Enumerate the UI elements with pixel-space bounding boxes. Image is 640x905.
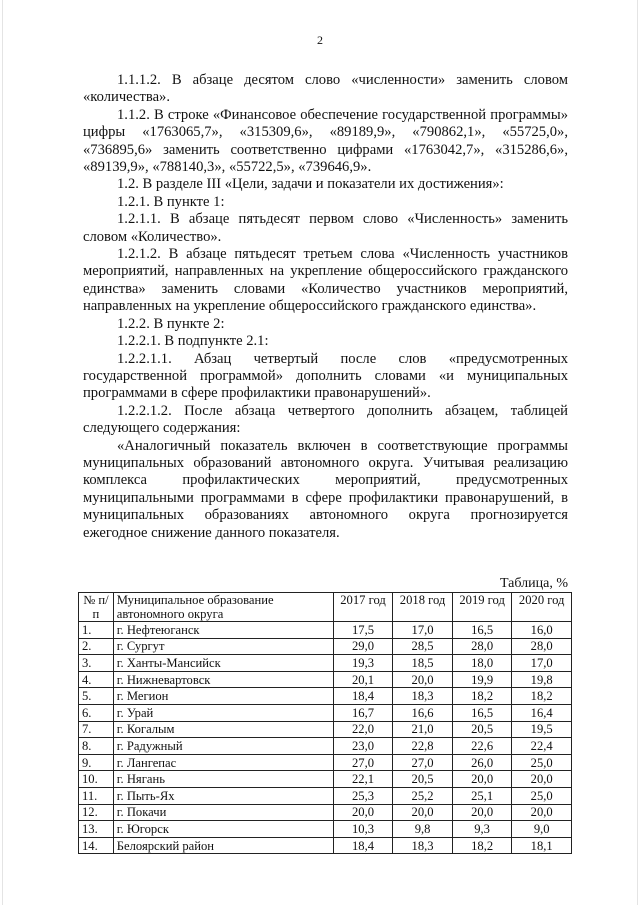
paragraph-1-2-2-1: 1.2.2.1. В подпункте 2.1: xyxy=(117,333,269,350)
value-2020: 19,8 xyxy=(512,671,572,688)
value-2017: 18,4 xyxy=(333,837,393,854)
row-number: 13. xyxy=(79,821,114,838)
value-2017: 10,3 xyxy=(333,821,393,838)
value-2018: 18,3 xyxy=(393,688,453,705)
value-2019: 25,1 xyxy=(452,787,512,804)
value-2020: 20,0 xyxy=(512,804,572,821)
table-header-row xyxy=(79,593,572,622)
header-num: № п/п xyxy=(79,593,114,622)
value-2020: 16,4 xyxy=(512,704,572,721)
value-2018: 27,0 xyxy=(393,754,453,771)
municipality-name: г. Когалым xyxy=(113,721,333,738)
value-2017: 20,0 xyxy=(333,804,393,821)
row-number: 14. xyxy=(79,837,114,854)
value-2020: 25,0 xyxy=(512,787,572,804)
value-2018: 18,3 xyxy=(393,837,453,854)
value-2017: 23,0 xyxy=(333,738,393,755)
value-2017: 25,3 xyxy=(333,787,393,804)
row-number: 2. xyxy=(79,638,114,655)
municipality-name: г. Нефтеюганск xyxy=(113,622,333,639)
value-2020: 20,0 xyxy=(512,771,572,788)
row-number: 4. xyxy=(79,671,114,688)
header-2017: 2017 год xyxy=(333,593,393,622)
value-2017: 27,0 xyxy=(333,754,393,771)
table-row xyxy=(79,754,572,771)
municipality-name: г. Сургут xyxy=(113,638,333,655)
table-row xyxy=(79,688,572,705)
value-2018: 20,0 xyxy=(393,804,453,821)
municipality-name: г. Нягань xyxy=(113,771,333,788)
municipality-name: г. Нижневартовск xyxy=(113,671,333,688)
table-row xyxy=(79,821,572,838)
value-2019: 18,2 xyxy=(452,688,512,705)
header-2020: 2020 год xyxy=(512,593,572,622)
header-municipality: Муниципальное образование автономного округа xyxy=(113,593,333,622)
value-2020: 17,0 xyxy=(512,655,572,672)
row-number: 1. xyxy=(79,622,114,639)
paragraph-1-1-1-2: 1.1.1.2. В абзаце десятом слово «численности» заменить словом «количества». xyxy=(83,72,568,106)
row-number: 7. xyxy=(79,721,114,738)
value-2019: 20,5 xyxy=(452,721,512,738)
header-2019: 2019 год xyxy=(452,593,512,622)
value-2017: 17,5 xyxy=(333,622,393,639)
document-body xyxy=(83,72,568,542)
header-2018: 2018 год xyxy=(393,593,453,622)
value-2018: 20,0 xyxy=(393,671,453,688)
value-2019: 20,0 xyxy=(452,804,512,821)
value-2020: 18,1 xyxy=(512,837,572,854)
municipality-name: г. Лангепас xyxy=(113,754,333,771)
row-number: 6. xyxy=(79,704,114,721)
municipality-name: г. Ханты-Мансийск xyxy=(113,655,333,672)
value-2018: 9,8 xyxy=(393,821,453,838)
table-row xyxy=(79,837,572,854)
paragraph-quote: «Аналогичный показатель включен в соответствующие программы муниципальных образований автономного округа. Учитывая реализацию комплекса профилактических мероприятий, предусмотренных муниципальными программами в сфере профилактики правонарушений, в муниципальных образованиях автономного округа прогнозируется ежегодное снижение данного показателя. xyxy=(83,437,568,541)
table-caption: Таблица, % xyxy=(499,576,568,591)
paragraph-1-2-1-1: 1.2.1.1. В абзаце пятьдесят первом слово «Численность» заменить словом «Количество». xyxy=(83,211,568,245)
paragraph-1-2-2: 1.2.2. В пункте 2: xyxy=(117,315,225,332)
table-row xyxy=(79,787,572,804)
paragraph-1-2-2-1-2: 1.2.2.1.2. После абзаца четвертого дополнить абзацем, таблицей следующего содержания: xyxy=(83,402,568,437)
table-row xyxy=(79,738,572,755)
row-number: 11. xyxy=(79,787,114,804)
value-2019: 26,0 xyxy=(452,754,512,771)
paragraph-1-2-2-1-1: 1.2.2.1.1. Абзац четвертый после слов «предусмотренных государственной программой» дополнить словами «и муниципальных программами в сфере профилактики правонарушений». xyxy=(83,350,568,402)
value-2017: 16,7 xyxy=(333,704,393,721)
value-2019: 20,0 xyxy=(452,771,512,788)
municipality-name: г. Покачи xyxy=(113,804,333,821)
paragraph-1-2-1: 1.2.1. В пункте 1: xyxy=(117,193,225,210)
value-2018: 25,2 xyxy=(393,787,453,804)
table-row xyxy=(79,704,572,721)
value-2018: 22,8 xyxy=(393,738,453,755)
value-2020: 25,0 xyxy=(512,754,572,771)
value-2019: 28,0 xyxy=(452,638,512,655)
paragraph-1-1-2: 1.1.2. В строке «Финансовое обеспечение государственной программы» цифры «1763065,7», «315309,6», «89189,9», «790862,1», «55725,0», «736895,6» заменить соответственно цифрами «1763042,7», «315286,6», «89139,9», «788140,3», «55722,5», «739646,9». xyxy=(83,106,568,176)
table-row xyxy=(79,638,572,655)
table-body xyxy=(79,622,572,854)
table-row xyxy=(79,671,572,688)
municipality-name: г. Югорск xyxy=(113,821,333,838)
paragraph-1-2-1-2: 1.2.1.2. В абзаце пятьдесят третьем слова «Численность участников мероприятий, направленных на укрепление общероссийского гражданского единства» заменить словами «Количество участников мероприятий, направленных на укрепление общероссийского гражданского единства». xyxy=(83,246,568,315)
row-number: 9. xyxy=(79,754,114,771)
value-2017: 29,0 xyxy=(333,638,393,655)
table-row xyxy=(79,622,572,639)
municipality-name: г. Мегион xyxy=(113,688,333,705)
value-2020: 28,0 xyxy=(512,638,572,655)
row-number: 12. xyxy=(79,804,114,821)
paragraph-1-2: 1.2. В разделе III «Цели, задачи и показатели их достижения»: xyxy=(117,176,504,193)
municipality-name: Белоярский район xyxy=(113,837,333,854)
value-2019: 22,6 xyxy=(452,738,512,755)
value-2017: 19,3 xyxy=(333,655,393,672)
value-2017: 22,0 xyxy=(333,721,393,738)
value-2017: 22,1 xyxy=(333,771,393,788)
value-2018: 16,6 xyxy=(393,704,453,721)
value-2020: 16,0 xyxy=(512,622,572,639)
table-row xyxy=(79,804,572,821)
municipality-name: г. Пыть-Ях xyxy=(113,787,333,804)
table-row xyxy=(79,771,572,788)
scan-edge-right xyxy=(637,0,638,905)
value-2019: 16,5 xyxy=(452,704,512,721)
value-2020: 18,2 xyxy=(512,688,572,705)
value-2018: 18,5 xyxy=(393,655,453,672)
value-2017: 20,1 xyxy=(333,671,393,688)
row-number: 10. xyxy=(79,771,114,788)
row-number: 3. xyxy=(79,655,114,672)
value-2020: 9,0 xyxy=(512,821,572,838)
scan-edge-left xyxy=(2,0,3,905)
value-2017: 18,4 xyxy=(333,688,393,705)
value-2018: 28,5 xyxy=(393,638,453,655)
value-2018: 20,5 xyxy=(393,771,453,788)
row-number: 8. xyxy=(79,738,114,755)
row-number: 5. xyxy=(79,688,114,705)
value-2018: 21,0 xyxy=(393,721,453,738)
value-2020: 22,4 xyxy=(512,738,572,755)
page-number: 2 xyxy=(317,33,323,47)
value-2019: 9,3 xyxy=(452,821,512,838)
value-2019: 19,9 xyxy=(452,671,512,688)
municipality-name: г. Урай xyxy=(113,704,333,721)
value-2019: 18,0 xyxy=(452,655,512,672)
municipality-name: г. Радужный xyxy=(113,738,333,755)
table-row xyxy=(79,655,572,672)
value-2019: 16,5 xyxy=(452,622,512,639)
value-2019: 18,2 xyxy=(452,837,512,854)
value-2018: 17,0 xyxy=(393,622,453,639)
indicator-table xyxy=(78,592,572,854)
table-row xyxy=(79,721,572,738)
value-2020: 19,5 xyxy=(512,721,572,738)
